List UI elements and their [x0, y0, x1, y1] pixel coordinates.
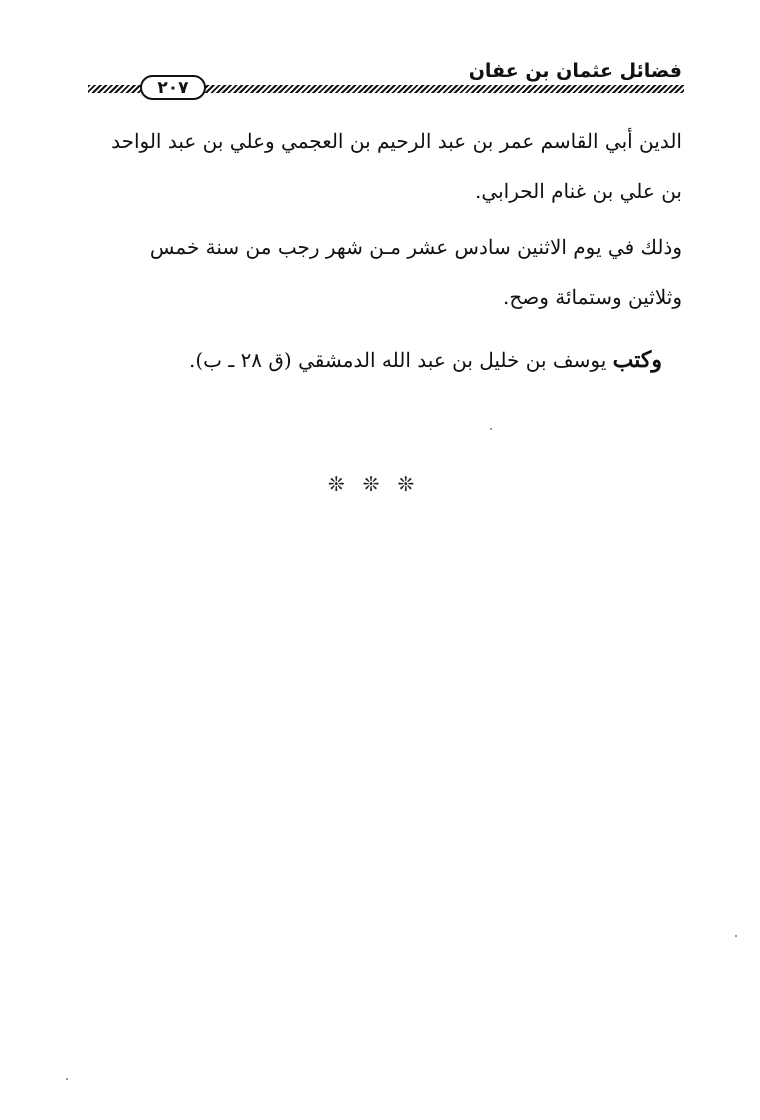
scan-speck: [490, 428, 492, 430]
scan-speck: [735, 935, 737, 937]
running-title: فضائل عثمان بن عفان: [468, 60, 682, 82]
scan-speck: [66, 1078, 68, 1080]
paragraph-1: الدين أبي القاسم عمر بن عبد الرحيم بن العجمي وعلي بن عبد الواحد بن علي بن غنام الحرابي.: [111, 129, 682, 203]
colophon-text: يوسف بن خليل بن عبد الله الدمشقي (ق ٢٨ ـ ب).: [189, 348, 613, 372]
paragraph-2: وذلك في يوم الاثنين سادس عشر مـن شهر رجب من سنة خمس وثلاثين وستمائة وصح.: [149, 235, 682, 309]
colophon-lead: وكتب: [612, 347, 662, 373]
section-ornament: ❊❊❊: [327, 472, 433, 496]
page-number: ٢٠٧: [140, 75, 206, 100]
colophon: [189, 340, 662, 380]
page-header: [88, 58, 684, 100]
